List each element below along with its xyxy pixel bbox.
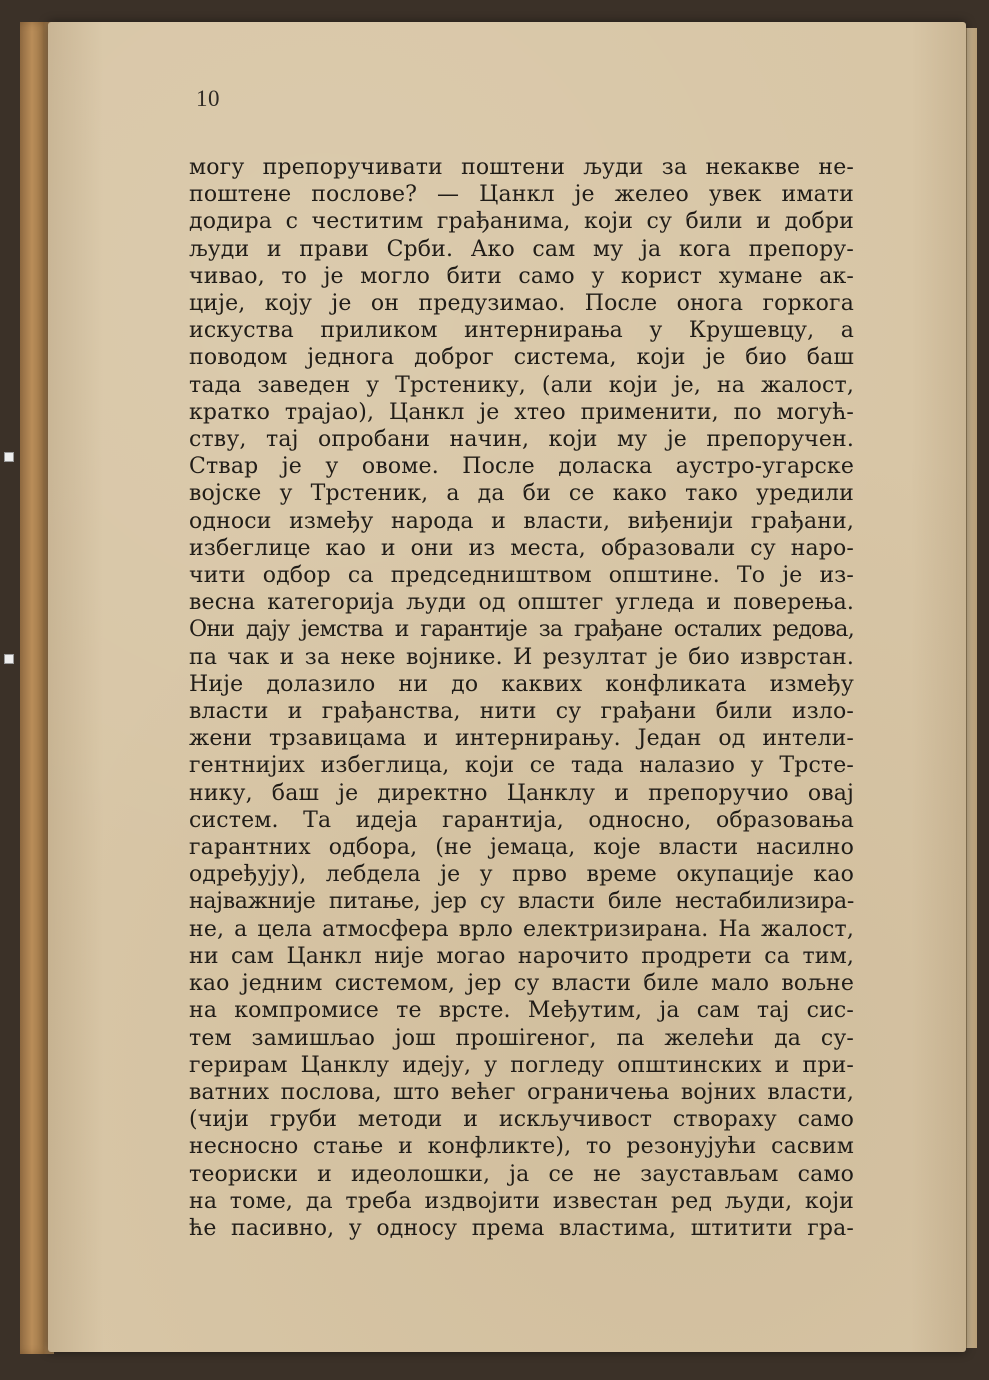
text-line: односи између народа и власти, виђенији грађани, (189, 508, 854, 534)
page-edge (966, 28, 977, 1348)
text-line: гарантних одбора, (не јемаца, које власти насилно (189, 835, 854, 861)
text-line: ције, коју је он предузимао. После онога горкога (189, 291, 854, 317)
text-line: систем. Та идеја гарантија, односно, образовања (189, 807, 854, 833)
body-text (189, 154, 854, 1242)
text-line: одређују), лебдела је у прво време окупације као (189, 862, 854, 888)
text-line: ће пасивно, у односу према властима, штитити гра- (189, 1215, 854, 1241)
text-line: најважније питање, јер су власти биле нестабилизира- (189, 889, 854, 915)
text-line: поводом једнога доброг система, који је био баш (189, 345, 854, 371)
text-line: чивао, то је могло бити само у корист хумане ак- (189, 263, 854, 289)
text-line: искуства приликом интернирања у Крушевцу, а (189, 318, 854, 344)
text-line: жени трзавицама и интернирању. Један од интели- (189, 726, 854, 752)
text-line: додира с честитим грађанима, који су били и добри (189, 209, 854, 235)
text-line: тем замишљао још прошireног, па желећи да су- (189, 1025, 854, 1051)
text-line: не, а цела атмосфера врло електризирана. На жалост, (189, 916, 854, 942)
text-line: на компромисе те врсте. Међутим, ја сам тај сис- (189, 998, 854, 1024)
text-line: Није долазило ни до каквих конфликата између (189, 671, 854, 697)
text-line: ни сам Цанкл није могао нарочито продрети са тим, (189, 943, 854, 969)
text-line: герирам Цанклу идеју, у погледу општинских и при- (189, 1052, 854, 1078)
text-line: весна категорија људи од општег угледа и поверења. (189, 590, 854, 616)
edge-mark (4, 654, 14, 664)
text-line: избеглице као и они из места, образовали су наро- (189, 535, 854, 561)
edge-mark (4, 452, 14, 462)
text-line: Они дају јемства и гарантије за грађане осталих редова, (189, 617, 854, 643)
text-line: гентнијих избеглица, који се тада налазио у Трсте- (189, 753, 854, 779)
text-line: кратко трајао), Цанкл је хтео применити, по могућ- (189, 399, 854, 425)
text-line: (чији груби методи и искључивост створаху само (189, 1107, 854, 1133)
text-line: нику, баш је директно Цанклу и препоручио овај (189, 780, 854, 806)
text-line: несносно стање и конфликте), то резонујући сасвим (189, 1134, 854, 1160)
text-line: на томе, да треба издвојити известан ред људи, који (189, 1188, 854, 1214)
text-line: војске у Трстеник, а да би се како тако уредили (189, 481, 854, 507)
text-line: Ствар је у овоме. После доласка аустро-угарске (189, 454, 854, 480)
page-number: 10 (196, 86, 220, 111)
scan-edge-marks (0, 0, 16, 1380)
text-line: ству, тај опробани начин, који му је препоручен. (189, 427, 854, 453)
text-line: ватних послова, што већег ограничења војних власти, (189, 1079, 854, 1105)
text-line: па чак и за неке војнике. И резултат је био изврстан. (189, 644, 854, 670)
text-line: чити одбор са председништвом општине. То је из- (189, 563, 854, 589)
text-line: поштене послове? — Цанкл је желео увек имати (189, 182, 854, 208)
text-line: теориски и идеолошки, ја се не заустављам само (189, 1161, 854, 1187)
text-line: тада заведен у Трстенику, (али који је, на жалост, (189, 372, 854, 398)
text-line: људи и прави Срби. Ако сам му ја кога препору- (189, 236, 854, 262)
text-line: власти и грађанства, нити су грађани били изло- (189, 699, 854, 725)
text-line: могу препоручивати поштени људи за некакве не- (189, 155, 854, 180)
text-line: као једним системом, јер су власти биле мало вољне (189, 971, 854, 997)
